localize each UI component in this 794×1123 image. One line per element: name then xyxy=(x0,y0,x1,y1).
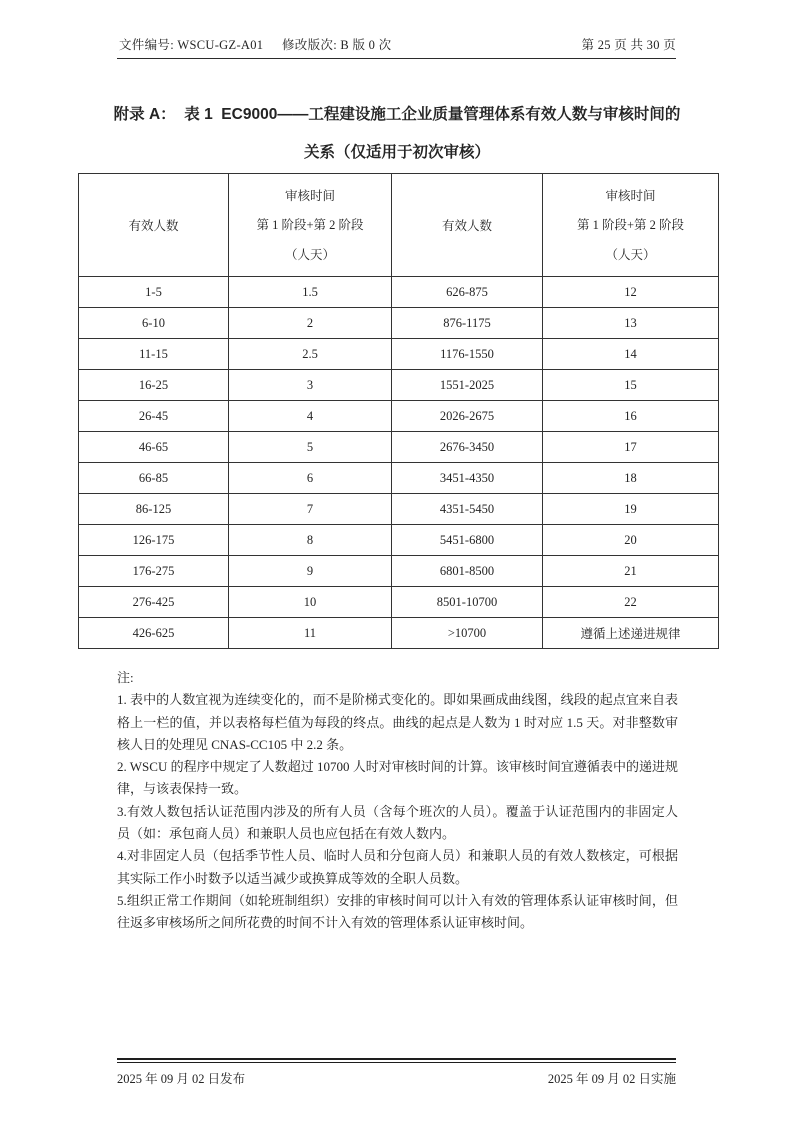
table-row xyxy=(79,618,719,649)
cell-audit-days: 14 xyxy=(543,339,719,370)
cell-audit-days: 2.5 xyxy=(229,339,392,370)
header-cell-audit-time-left xyxy=(229,174,392,277)
cell-personnel-range: 1551-2025 xyxy=(392,370,543,401)
cell-audit-days: 10 xyxy=(229,587,392,618)
cell-personnel-range: 86-125 xyxy=(79,494,229,525)
cell-audit-days: 21 xyxy=(543,556,719,587)
table-row xyxy=(79,556,719,587)
cell-personnel-range: 46-65 xyxy=(79,432,229,463)
cell-personnel-range: 276-425 xyxy=(79,587,229,618)
cell-audit-days: 22 xyxy=(543,587,719,618)
cell-audit-days: 9 xyxy=(229,556,392,587)
cell-audit-days: 1.5 xyxy=(229,277,392,308)
table-row xyxy=(79,339,719,370)
implementation-date: 2025 年 09 月 02 日实施 xyxy=(547,1072,676,1086)
cell-personnel-range: 26-45 xyxy=(79,401,229,432)
cell-personnel-range: 126-175 xyxy=(79,525,229,556)
cell-personnel-range: >10700 xyxy=(392,618,543,649)
table-row xyxy=(79,432,719,463)
cell-audit-days: 16 xyxy=(543,401,719,432)
cell-audit-days: 7 xyxy=(229,494,392,525)
cell-audit-days: 6 xyxy=(229,463,392,494)
cell-personnel-range: 6-10 xyxy=(79,308,229,339)
cell-audit-days: 15 xyxy=(543,370,719,401)
cell-audit-days: 8 xyxy=(229,525,392,556)
cell-personnel-range: 626-875 xyxy=(392,277,543,308)
table-row xyxy=(79,308,719,339)
notes-section xyxy=(117,667,678,935)
note-item-2: 2. WSCU 的程序中规定了人数超过 10700 人时对审核时间的计算。该审核时间宜遵循表中的递进规律，与该表保持一致。 xyxy=(117,759,678,797)
page-header xyxy=(117,35,676,55)
audit-time-table xyxy=(78,173,719,649)
table-header xyxy=(79,174,719,277)
cell-personnel-range: 1176-1550 xyxy=(392,339,543,370)
cell-audit-days: 20 xyxy=(543,525,719,556)
cell-audit-days: 4 xyxy=(229,401,392,432)
table-row xyxy=(79,587,719,618)
header-unit-label: （人天） xyxy=(284,247,335,262)
cell-personnel-range: 8501-10700 xyxy=(392,587,543,618)
note-item-5: 5.组织正常工作期间（如轮班制组织）安排的审核时间可以计入有效的管理体系认证审核时间，但往返多审核场所之间所花费的时间不计入有效的管理体系认证审核时间。 xyxy=(117,892,678,931)
header-audit-time-label: 审核时间 xyxy=(284,188,335,203)
note-item-1: 1. 表中的人数宜视为连续变化的，而不是阶梯式变化的。即如果画成曲线图，线段的起点宜来自表格上一栏的值，并以表格每栏值为每段的终点。曲线的起点是人数为 1 时对应 1.5 天。对非整数审核人日的处理见 CNAS-CC105 中 2.2 条。 xyxy=(117,692,678,752)
cell-personnel-range: 16-25 xyxy=(79,370,229,401)
cell-audit-days: 3 xyxy=(229,370,392,401)
cell-audit-days: 5 xyxy=(229,432,392,463)
cell-audit-days: 13 xyxy=(543,308,719,339)
page-number: 第 25 页 共 30 页 xyxy=(581,38,676,52)
table-body xyxy=(79,277,719,649)
cell-personnel-range: 2026-2675 xyxy=(392,401,543,432)
cell-audit-days: 11 xyxy=(229,618,392,649)
cell-personnel-range: 11-15 xyxy=(79,339,229,370)
cell-personnel-range: 876-1175 xyxy=(392,308,543,339)
revision-number: 修改版次: B 版 0 次 xyxy=(282,38,392,52)
note-item-3: 3.有效人数包括认证范围内涉及的所有人员（含每个班次的人员）。覆盖于认证范围内的非固定人员（如：承包商人员）和兼职人员也应包括在有效人数内。 xyxy=(117,803,678,842)
cell-audit-days: 18 xyxy=(543,463,719,494)
cell-personnel-range: 1-5 xyxy=(79,277,229,308)
cell-audit-days: 19 xyxy=(543,494,719,525)
table-row xyxy=(79,401,719,432)
cell-personnel-range: 2676-3450 xyxy=(392,432,543,463)
note-item-4: 4.对非固定人员（包括季节性人员、临时人员和分包商人员）和兼职人员的有效人数核定，可根据其实际工作小时数予以适当减少或换算成等效的全职人员数。 xyxy=(117,848,678,886)
table-row xyxy=(79,277,719,308)
cell-audit-days: 遵循上述递进规律 xyxy=(543,618,719,649)
cell-personnel-range: 426-625 xyxy=(79,618,229,649)
document-number: 文件编号: WSCU-GZ-A01 xyxy=(119,38,264,52)
table-row xyxy=(79,463,719,494)
header-stage-label: 第 1 阶段+第 2 阶段 xyxy=(576,218,685,232)
cell-personnel-range: 4351-5450 xyxy=(392,494,543,525)
table-row xyxy=(79,525,719,556)
header-audit-time-label: 审核时间 xyxy=(605,188,656,203)
cell-personnel-range: 176-275 xyxy=(79,556,229,587)
table-header-row xyxy=(79,174,719,277)
cell-personnel-range: 3451-4350 xyxy=(392,463,543,494)
header-rule xyxy=(117,58,676,59)
cell-audit-days: 17 xyxy=(543,432,719,463)
notes-label: 注: xyxy=(117,670,134,685)
header-stage-label: 第 1 阶段+第 2 阶段 xyxy=(256,218,364,232)
cell-personnel-range: 66-85 xyxy=(79,463,229,494)
table-row xyxy=(79,370,719,401)
cell-audit-days: 2 xyxy=(229,308,392,339)
header-unit-label: （人天） xyxy=(605,247,656,262)
footer-rule xyxy=(117,1058,676,1063)
header-cell-effective-personnel-right: 有效人数 xyxy=(392,174,543,277)
table-row xyxy=(79,494,719,525)
cell-personnel-range: 6801-8500 xyxy=(392,556,543,587)
cell-personnel-range: 5451-6800 xyxy=(392,525,543,556)
header-cell-audit-time-right xyxy=(543,174,719,277)
header-cell-effective-personnel-left: 有效人数 xyxy=(79,174,229,277)
cell-audit-days: 12 xyxy=(543,277,719,308)
issue-date: 2025 年 09 月 02 日发布 xyxy=(117,1072,246,1086)
document-title: 附录 A： 表 1 EC9000——工程建设施工企业质量管理体系有效人数与审核时间的关系（仅适用于初次审核） xyxy=(113,106,681,161)
